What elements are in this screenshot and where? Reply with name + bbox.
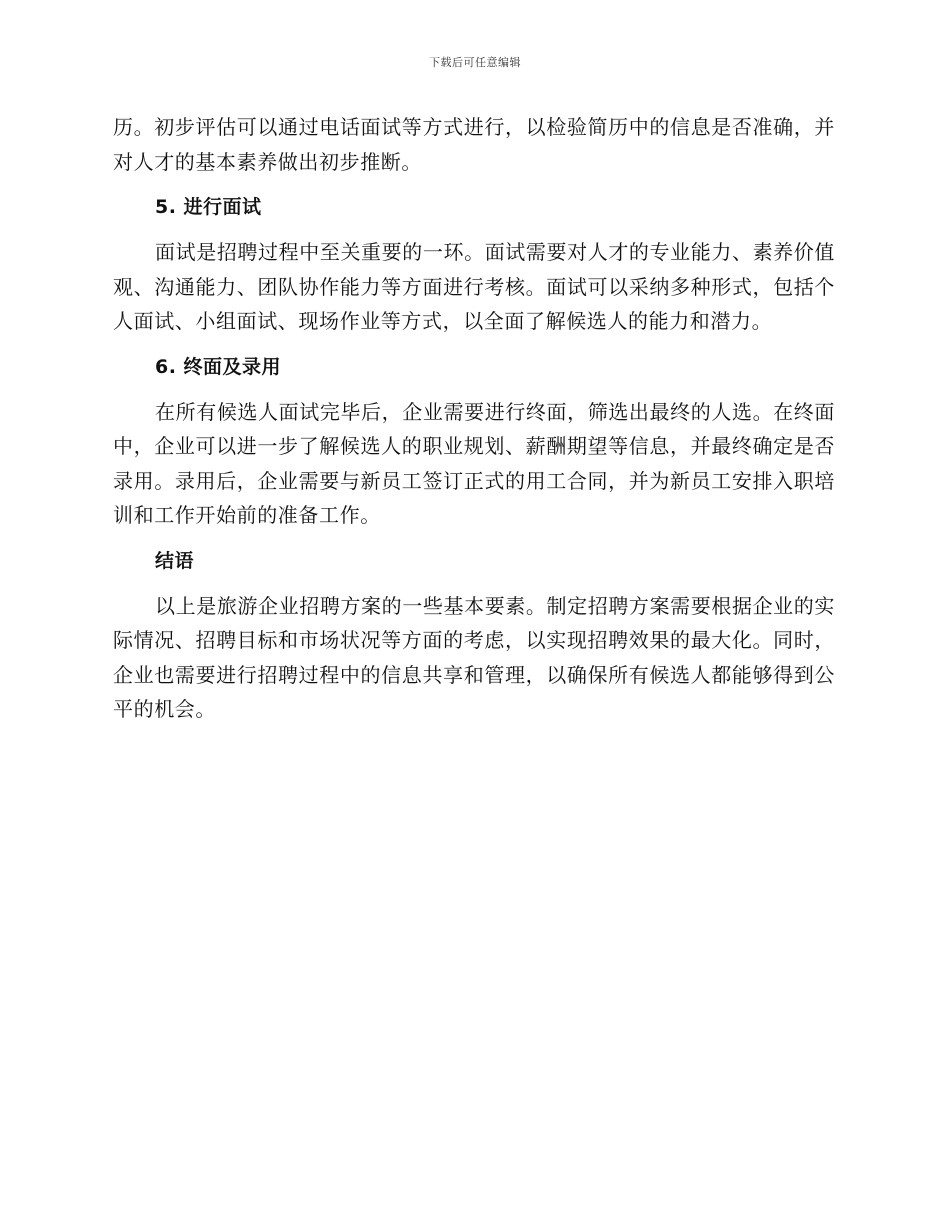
section-heading-final-interview: 6. 终面及录用 xyxy=(155,355,282,378)
paragraph-interview: 面试是招聘过程中至关重要的一环。面试需要对人才的专业能力、素养价值观、沟通能力、团队协作能力等方面进行考核。面试可以采纳多种形式，包括个人面试、小组面试、现场作业等方式，以全面了解候选人的能力和潜力。 xyxy=(113,240,835,333)
section-heading-interview: 5. 进行面试 xyxy=(155,196,262,218)
document-body xyxy=(113,110,835,727)
paragraph-conclusion: 以上是旅游企业招聘方案的一些基本要素。制定招聘方案需要根据企业的实际情况、招聘目标和市场状况等方面的考虑，以实现招聘效果的最大化。同时，企业也需要进行招聘过程中的信息共享和管理，以确保所有候选人都能够得到公平的机会。 xyxy=(113,593,835,721)
paragraph-continuation: 历。初步评估可以通过电话面试等方式进行，以检验简历中的信息是否准确，并对人才的基本素养做出初步推断。 xyxy=(113,115,835,174)
page-header: 下载后可任意编辑 xyxy=(429,56,521,69)
paragraph-final-interview: 在所有候选人面试完毕后，企业需要进行终面，筛选出最终的人选。在终面中，企业可以进一步了解候选人的职业规划、薪酬期望等信息，并最终确定是否录用。录用后，企业需要与新员工签订正式的用工合同，并为新员工安排入职培训和工作开始前的准备工作。 xyxy=(113,399,835,527)
section-heading-conclusion: 结语 xyxy=(155,549,195,572)
